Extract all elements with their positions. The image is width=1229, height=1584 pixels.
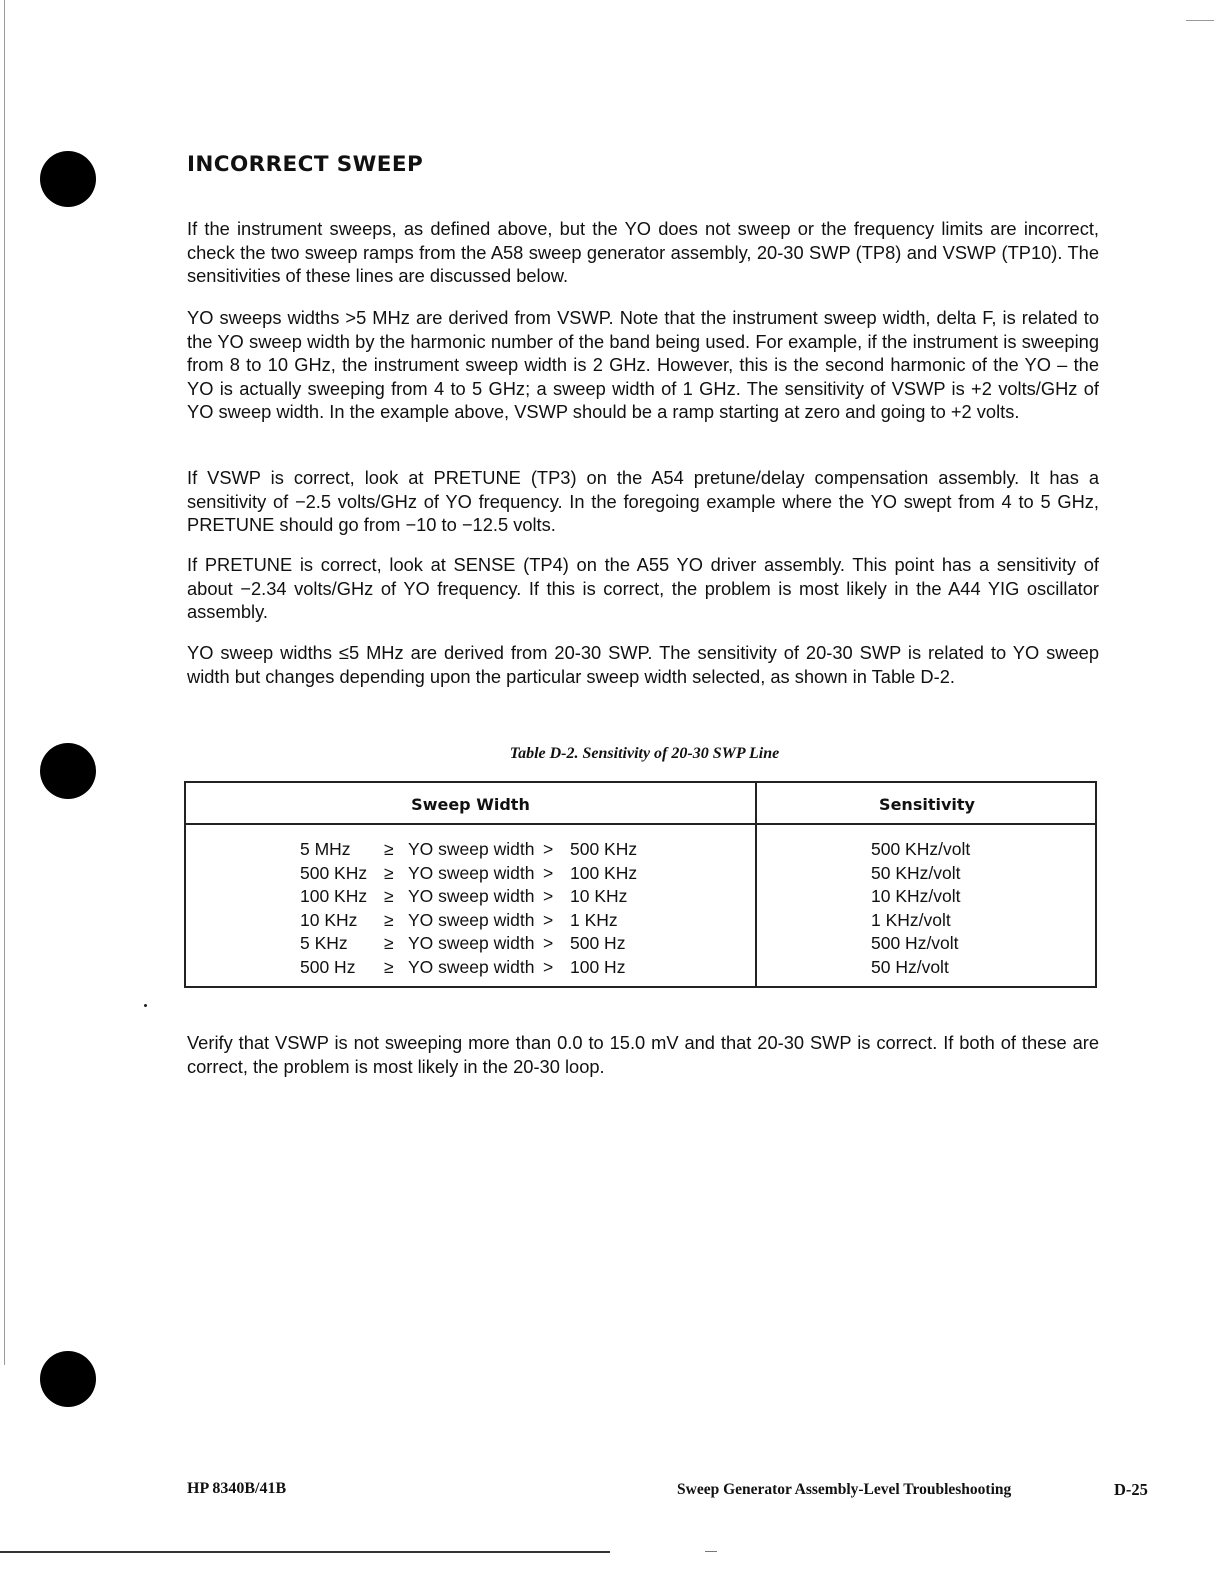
top-right-rule [1186,20,1214,21]
paragraph: If VSWP is correct, look at PRETUNE (TP3) on the A54 pretune/delay compensation assembly. It has a sensitivity of −2.5 volts/GHz of YO frequency. In the foregoing example where the YO swept from 4 to 5 GHz, PRETUNE should go from −10 to −12.5 volts. [187,467,1099,535]
closing-paragraph: Verify that VSWP is not sweeping more than 0.0 to 15.0 mV and that 20-30 SWP is correct. If both of these are correct, the problem is most likely in the 20-30 loop. [187,1032,1099,1077]
gt-symbol: > [543,909,554,930]
range-lower-bound: 100 KHz [570,862,638,883]
punch-hole [40,1351,96,1407]
gt-symbol: > [543,839,554,859]
paragraph: YO sweep widths ≤5 MHz are derived from 20-30 SWP. The sensitivity of 20-30 SWP is related to YO sweep width but changes depending upon the particular sweep width selected, as shown in Table D-2. [187,642,1099,687]
geq-symbol: ≥ [384,909,394,930]
range-upper-bound: 500 Hz [300,956,356,977]
range-upper-bound: 5 MHz [300,839,351,859]
paragraph: YO sweeps widths >5 MHz are derived from VSWP. Note that the instrument sweep width, delta F, is related to the YO sweep width by the harmonic number of the band being used. For example, if the instrument is sweeping from 8 to 10 GHz, the instrument sweep width is 2 GHz. However, this is the second harmonic of the YO – the YO is actually sweeping from 4 to 5 GHz; a sweep width of 1 GHz. The sensitivity of VSWP is +2 volts/GHz of YO sweep width. In the example above, VSWP should be a ramp starting at zero and going to +2 volts. [187,307,1099,422]
range-variable: YO sweep width [408,933,535,953]
range-variable: YO sweep width [408,886,535,906]
gt-symbol: > [543,933,554,953]
column-header-sensitivity: Sensitivity [879,795,975,814]
range-variable: YO sweep width [408,909,535,930]
range-lower-bound: 1 KHz [570,909,618,930]
range-upper-bound: 100 KHz [300,886,368,906]
range-upper-bound: 10 KHz [300,909,358,930]
geq-symbol: ≥ [384,886,394,906]
geq-symbol: ≥ [384,839,394,859]
range-upper-bound: 500 KHz [300,862,368,883]
page-number: D-25 [1114,1480,1148,1499]
range-upper-bound: 5 KHz [300,933,348,953]
sensitivity-value: 10 KHz/volt [871,886,961,906]
section-heading: INCORRECT SWEEP [187,152,424,177]
sensitivity-value: 50 Hz/volt [871,956,949,977]
bottom-rule [0,1551,610,1553]
sensitivity-value: 500 Hz/volt [871,933,959,953]
sensitivity-value: 50 KHz/volt [871,862,961,883]
sensitivity-value: 500 KHz/volt [871,839,971,859]
sensitivity-table [184,781,1097,988]
column-header-sweep-width: Sweep Width [411,795,530,814]
sensitivity-value: 1 KHz/volt [871,909,951,930]
bottom-tick [705,1551,717,1552]
range-variable: YO sweep width [408,839,535,859]
geq-symbol: ≥ [384,862,394,883]
stray-mark [144,1004,147,1007]
footer-section-title: Sweep Generator Assembly-Level Troubleshooting [677,1481,1012,1498]
left-margin-rule [4,0,5,1365]
range-lower-bound: 100 Hz [570,956,626,977]
table-header-divider [186,823,1095,825]
range-variable: YO sweep width [408,862,535,883]
footer-model: HP 8340B/41B [187,1480,287,1497]
range-variable: YO sweep width [408,956,535,977]
punch-hole [40,151,96,207]
gt-symbol: > [543,956,554,977]
paragraph: If the instrument sweeps, as defined above, but the YO does not sweep or the frequency limits are incorrect, check the two sweep ramps from the A58 sweep generator assembly, 20-30 SWP (TP8) and VSWP (TP10). The sensitivities of these lines are discussed below. [187,218,1099,286]
gt-symbol: > [543,862,554,883]
geq-symbol: ≥ [384,956,394,977]
range-lower-bound: 10 KHz [570,886,628,906]
geq-symbol: ≥ [384,933,394,953]
gt-symbol: > [543,886,554,906]
range-lower-bound: 500 Hz [570,933,626,953]
paragraph: If PRETUNE is correct, look at SENSE (TP4) on the A55 YO driver assembly. This point has a sensitivity of about −2.34 volts/GHz of YO frequency. If this is correct, the problem is most likely in the A44 YIG oscillator assembly. [187,554,1099,622]
range-lower-bound: 500 KHz [570,839,638,859]
table-caption: Table D-2. Sensitivity of 20-30 SWP Line [509,745,780,762]
